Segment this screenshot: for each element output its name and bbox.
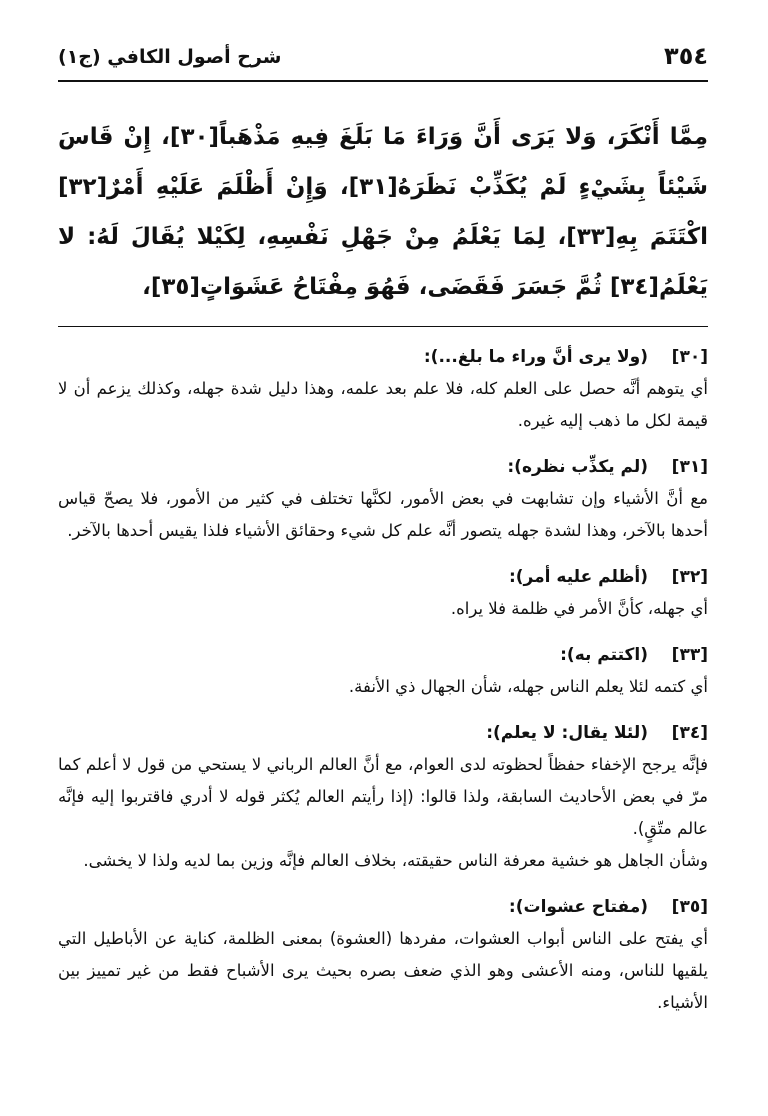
note-body [58, 483, 708, 547]
note-number: [٣٤] [671, 723, 708, 743]
note-paragraph: مع أنَّ الأشياء وإن تشابهت في بعض الأمور، لكنَّها تختلف في كثير من الأمور، فلا يصحّ قياس أحدها بالآخر، وهذا لشدة جهله يتصور أنَّه علم كل شيء وحقائق الأشياء فلذا يقيس أحدها بالآخر. [58, 489, 708, 540]
note-paragraph: أي يفتح على الناس أبواب العشوات، مفردها (العشوة) بمعنى الظلمة، كناية عن الأباطيل التي يلقيها للناس، ومنه الأعشى وهو الذي ضعف بصره بحيث يرى الأشباح فقط من غير تمييز بين الأشياء. [58, 929, 708, 1012]
note-title: (لم يكذِّب نظره): [507, 457, 648, 477]
note-title: (مفتاح عشوات): [508, 897, 648, 917]
note-body [58, 923, 708, 1019]
note-title: (ولا يرى أنَّ وراء ما بلغ...): [423, 347, 648, 367]
note-number: [٣١] [671, 457, 708, 477]
note-body [58, 671, 708, 703]
running-title: شرح أصول الكافي (ج١) [58, 46, 282, 68]
note-34 [58, 717, 708, 877]
note-31 [58, 451, 708, 547]
note-title: (أظلم عليه أمر): [508, 567, 648, 587]
note-paragraph: أي جهله، كأنَّ الأمر في ظلمة فلا يراه. [450, 599, 708, 618]
book-page [58, 40, 708, 1100]
note-33 [58, 639, 708, 703]
note-number: [٣٢] [671, 567, 708, 587]
hadith-text [58, 112, 708, 312]
note-number: [٣٣] [671, 645, 708, 665]
note-number: [٣٥] [671, 897, 708, 917]
note-body [58, 373, 708, 437]
note-number: [٣٠] [671, 347, 708, 367]
page-header [58, 40, 708, 82]
note-32 [58, 561, 708, 625]
note-body [58, 749, 708, 877]
note-30 [58, 341, 708, 437]
note-paragraph: أي يتوهم أنَّه حصل على العلم كله، فلا علم بعد علمه، وهذا دليل شدة جهله، وكذلك يزعم أن لا قيمة لكل ما ذهب إليه غيره. [58, 379, 708, 430]
note-heading [58, 561, 708, 593]
commentary-notes [58, 341, 708, 1019]
hadith-paragraph: مِمَّا أَنْكَرَ، وَلا يَرَى أَنَّ وَرَاءَ مَا بَلَغَ فِيهِ مَذْهَباً[٣٠]، إِنْ قَاسَ شَيْئاً بِشَيْءٍ لَمْ يُكَذِّبْ نَظَرَهُ[٣١]، وَإِنْ أَظْلَمَ عَلَيْهِ أَمْرٌ[٣٢] اكْتَتَمَ بِهِ[٣٣]، لِمَا يَعْلَمُ مِنْ جَهْلِ نَفْسِهِ، لِكَيْلا يُقَالَ لَهُ: لا يَعْلَمُ[٣٤] ثُمَّ جَسَرَ فَقَضَى، فَهُوَ مِفْتَاحُ عَشَوَاتٍ[٣٥]، [58, 124, 708, 300]
note-heading [58, 341, 708, 373]
page-number: ٣٥٤ [664, 42, 708, 70]
note-paragraph: فإنَّه يرجح الإخفاء حفظاً لحظوته لدى العوام، مع أنَّ العالم الرباني لا يستحي من قول لا أعلم كما مرّ في بعض الأحاديث السابقة، ولذا قالوا: (إذا رأيتم العالم يُكثر قوله لا أدري فاقتربوا إليه فإنَّه عالم متّقٍ). [58, 755, 708, 838]
note-paragraph: أي كتمه لئلا يعلم الناس جهله، شأن الجهال ذي الأنفة. [348, 677, 708, 696]
note-title: (اكتتم به): [560, 645, 648, 665]
note-heading [58, 639, 708, 671]
note-body [58, 593, 708, 625]
footnote-separator [58, 326, 708, 327]
note-heading [58, 717, 708, 749]
note-35 [58, 891, 708, 1019]
note-heading [58, 891, 708, 923]
note-heading [58, 451, 708, 483]
note-title: (لئلا يقال: لا يعلم): [486, 723, 648, 743]
note-paragraph: وشأن الجاهل هو خشية معرفة الناس حقيقته، بخلاف العالم فإنَّه وزين بما لديه ولذا لا يخشى. [83, 851, 708, 870]
